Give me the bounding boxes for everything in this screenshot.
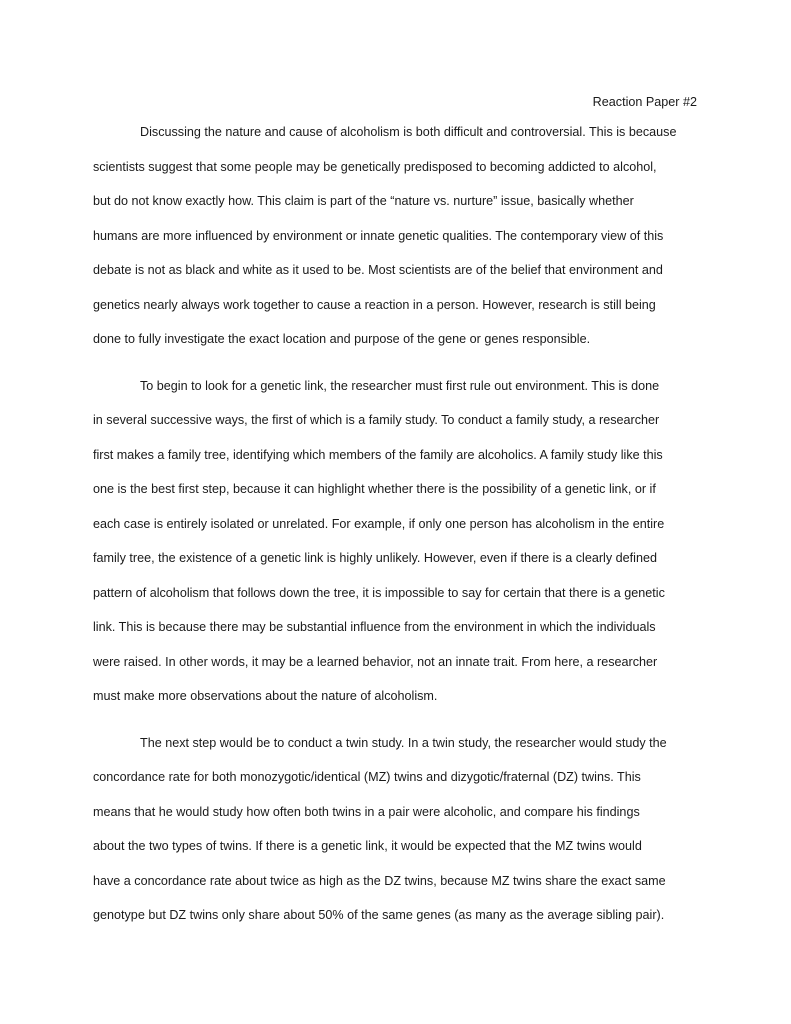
text-line: family tree, the existence of a genetic link is highly unlikely. However, even if there is a clearly defined: [93, 551, 657, 565]
paragraph-spacer: [93, 364, 699, 376]
text-line: were raised. In other words, it may be a learned behavior, not an innate trait. From here, a researcher: [93, 654, 658, 669]
text-line: The next step would be to conduct a twin study. In a twin study, the researcher would study the: [140, 735, 667, 750]
text-line: done to fully investigate the exact location and purpose of the gene or genes responsible.: [93, 332, 591, 346]
text-line: must make more observations about the nature of alcoholism.: [93, 689, 438, 703]
text-line: first makes a family tree, identifying which members of the family are alcoholics. A family study like this: [93, 447, 663, 462]
text-line: means that he would study how often both twins in a pair were alcoholic, and compare his findings: [93, 804, 640, 819]
text-line: link. This is because there may be substantial influence from the environment in which the individuals: [93, 620, 656, 634]
text-line: have a concordance rate about twice as high as the DZ twins, because MZ twins share the exact same: [93, 873, 666, 888]
page-header-title: Reaction Paper #2: [592, 95, 697, 109]
paragraph-spacer: [93, 721, 699, 733]
document-body: [93, 122, 699, 940]
text-line: Discussing the nature and cause of alcoholism is both difficult and controversial. This is because: [140, 125, 677, 139]
text-line: in several successive ways, the first of which is a family study. To conduct a family study, a researcher: [93, 413, 660, 427]
text-line: humans are more influenced by environment or innate genetic qualities. The contemporary view of this: [93, 228, 664, 243]
text-line: genetics nearly always work together to cause a reaction in a person. However, research is still being: [93, 297, 656, 312]
text-line: about the two types of twins. If there is a genetic link, it would be expected that the MZ twins would: [93, 839, 642, 853]
paragraph-3: [93, 733, 699, 940]
text-line: but do not know exactly how. This claim is part of the “nature vs. nurture” issue, basically whether: [93, 194, 634, 208]
text-line: genotype but DZ twins only share about 50% of the same genes (as many as the average sibling pair).: [93, 908, 665, 922]
text-line: scientists suggest that some people may be genetically predisposed to becoming addicted to alcohol,: [93, 159, 657, 174]
paragraph-2: [93, 376, 699, 721]
text-line: each case is entirely isolated or unrelated. For example, if only one person has alcoholism in the entire: [93, 516, 665, 531]
text-line: concordance rate for both monozygotic/identical (MZ) twins and dizygotic/fraternal (DZ) twins. This: [93, 770, 641, 784]
text-line: To begin to look for a genetic link, the researcher must first rule out environment. This is done: [140, 378, 660, 393]
paragraph-1: [93, 122, 699, 364]
text-line: debate is not as black and white as it used to be. Most scientists are of the belief that environment and: [93, 263, 663, 277]
text-line: one is the best first step, because it can highlight whether there is the possibility of a genetic link, or if: [93, 482, 656, 496]
text-line: pattern of alcoholism that follows down the tree, it is impossible to say for certain that there is a genetic: [93, 585, 665, 600]
